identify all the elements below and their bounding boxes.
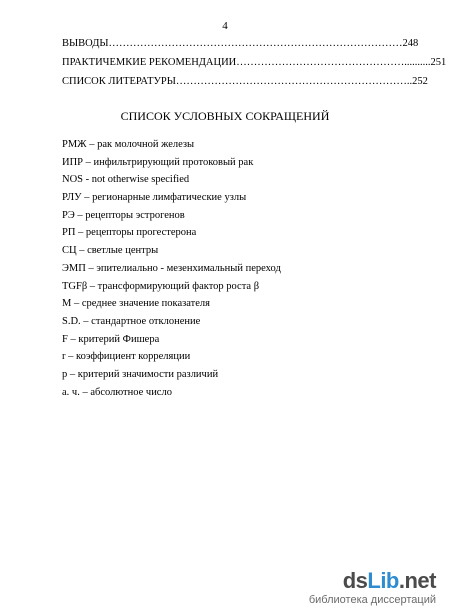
- toc-leader-dots: …………………………………………………………..: [175, 76, 413, 87]
- toc-title: СПИСОК ЛИТЕРАТУРЫ: [62, 76, 176, 87]
- abbreviation-item: S.D. – стандартное отклонение: [62, 315, 201, 327]
- abbreviation-item: ЭМП – эпителиально - мезенхимальный переход: [62, 262, 281, 274]
- toc-page: 252: [412, 76, 428, 87]
- abbreviation-list: [62, 136, 281, 401]
- abbreviation-item: ИПР – инфильтрирующий протоковый рак: [62, 156, 254, 168]
- toc-leader-dots: …………………………………………………………………………: [108, 38, 403, 49]
- logo-ds: ds: [342, 568, 368, 593]
- toc-title: ПРАКТИЧЕМКИЕ РЕКОМЕНДАЦИИ: [62, 57, 237, 68]
- abbreviation-item: NOS - not otherwise specified: [62, 174, 190, 186]
- toc-leader-dots: …………………………………………..........: [236, 57, 431, 68]
- abbreviation-item: РЛУ – регионарные лимфатические узлы: [62, 192, 247, 204]
- dslib-logo: [309, 570, 436, 592]
- abbreviation-item: М – среднее значение показателя: [62, 298, 210, 310]
- logo-net: .net: [398, 568, 436, 593]
- abbreviation-item: РМЖ – рак молочной железы: [62, 139, 195, 150]
- abbreviation-item: F – критерий Фишера: [62, 333, 160, 345]
- abbreviation-item: РЭ – рецепторы эстрогенов: [62, 209, 185, 221]
- toc-row-conclusions: [62, 38, 418, 57]
- abbreviation-item: p – критерий значимости различий: [62, 368, 219, 380]
- table-of-contents: [62, 38, 447, 95]
- section-heading: СПИСОК УСЛОВНЫХ СОКРАЩЕНИЙ: [120, 109, 330, 123]
- toc-page: 251: [430, 57, 447, 68]
- toc-row-recommendations: [62, 57, 447, 76]
- dslib-watermark: [309, 570, 436, 606]
- abbreviation-item: r – коэффициент корреляции: [62, 351, 191, 363]
- toc-row-references: [62, 76, 428, 95]
- abbreviation-item: СЦ – светлые центры: [62, 245, 159, 257]
- abbreviation-item: а. ч. – абсолютное число: [62, 386, 172, 398]
- abbreviation-item: TGFβ – трансформирующий фактор роста β: [62, 280, 260, 292]
- abbreviation-item: РП – рецепторы прогестерона: [62, 227, 197, 239]
- page-number: 4: [222, 20, 228, 32]
- toc-title: ВЫВОДЫ: [62, 38, 109, 49]
- logo-lib: Lib: [367, 568, 399, 593]
- toc-page: 248: [402, 38, 419, 49]
- watermark-subtitle: библиотека диссертаций: [308, 594, 436, 606]
